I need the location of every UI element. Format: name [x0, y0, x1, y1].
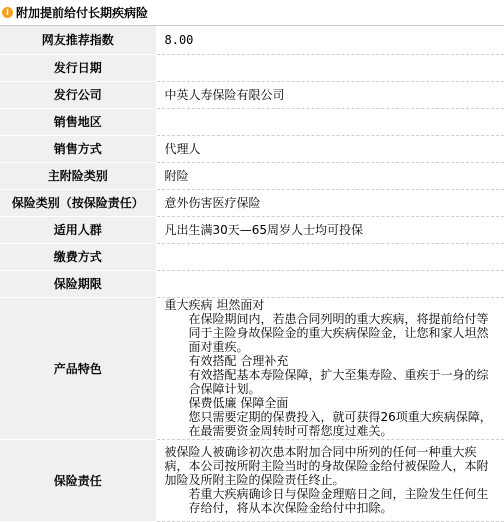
row-value-issue-date	[156, 54, 504, 81]
feature-heading-critical-illness: 重大疾病 坦然面对	[164, 298, 265, 312]
feature-text-low-premium: 您只需要定期的保费投入，就可获得26项重大疾病保障，在最需要资金周转时可帮您度过难关。	[188, 410, 492, 438]
product-info-table	[0, 26, 504, 522]
row-value-payment-method	[156, 243, 504, 270]
row-label-sales-method: 销售方式	[0, 135, 156, 162]
coverage-text-main: 被保险人被确诊初次患本附加合同中所列的任何一种重大疾病，本公司按所附主险当时的身故保险金给付被保险人，本附加险及所附主险的保险责任终止。	[164, 445, 489, 487]
table-row	[0, 189, 504, 216]
table-row	[0, 108, 504, 135]
table-row	[0, 243, 504, 270]
row-label-rider-type: 主附险类别	[0, 162, 156, 189]
feature-heading-combination: 有效搭配 合理补充	[188, 354, 289, 368]
feature-heading-low-premium: 保费低廉 保障全面	[188, 396, 289, 410]
row-label-issue-date: 发行日期	[0, 54, 156, 81]
row-value-product-features	[156, 297, 504, 439]
table-row	[0, 54, 504, 81]
row-label-recommend-index: 网友推荐指数	[0, 26, 156, 54]
row-value-coverage	[156, 439, 504, 521]
row-label-issuer: 发行公司	[0, 81, 156, 108]
row-label-coverage: 保险责任	[0, 439, 156, 521]
coverage-text-deduction: 若重大疾病确诊日与保险金理赔日之间，主险发生任何生存给付，将从本次保险金给付中扣除。	[188, 487, 489, 515]
row-value-sales-method: 代理人	[156, 135, 504, 162]
feature-text-combination: 有效搭配基本寿险保障，扩大至集寿险、重疾于一身的综合保障计划。	[188, 368, 489, 396]
table-row	[0, 439, 504, 521]
section-header	[0, 0, 504, 26]
table-row	[0, 216, 504, 243]
row-value-issuer: 中英人寿保险有限公司	[156, 81, 504, 108]
row-value-recommend-index: 8.00	[156, 26, 504, 54]
row-value-insurance-term	[156, 270, 504, 297]
row-label-insurance-term: 保险期限	[0, 270, 156, 297]
row-value-insurance-category: 意外伤害医疗保险	[156, 189, 504, 216]
row-value-sales-region	[156, 108, 504, 135]
feature-text-critical-illness: 在保险期间内，若患合同列明的重大疾病，将提前给付等同于主险身故保险金的重大疾病保险金，让您和家人坦然面对重疾。	[188, 312, 489, 354]
row-label-sales-region: 销售地区	[0, 108, 156, 135]
row-label-target-group: 适用人群	[0, 216, 156, 243]
row-label-payment-method: 缴费方式	[0, 243, 156, 270]
table-row	[0, 297, 504, 439]
table-row	[0, 162, 504, 189]
table-row	[0, 135, 504, 162]
table-row	[0, 81, 504, 108]
table-row	[0, 26, 504, 54]
row-label-insurance-category: 保险类别（按保险责任）	[0, 189, 156, 216]
row-value-rider-type: 附险	[156, 162, 504, 189]
row-value-target-group: 凡出生满30天—65周岁人士均可投保	[156, 216, 504, 243]
row-label-product-features: 产品特色	[0, 297, 156, 439]
table-row	[0, 270, 504, 297]
section-title: 附加提前给付长期疾病险	[16, 6, 149, 20]
info-icon: i	[2, 7, 13, 18]
